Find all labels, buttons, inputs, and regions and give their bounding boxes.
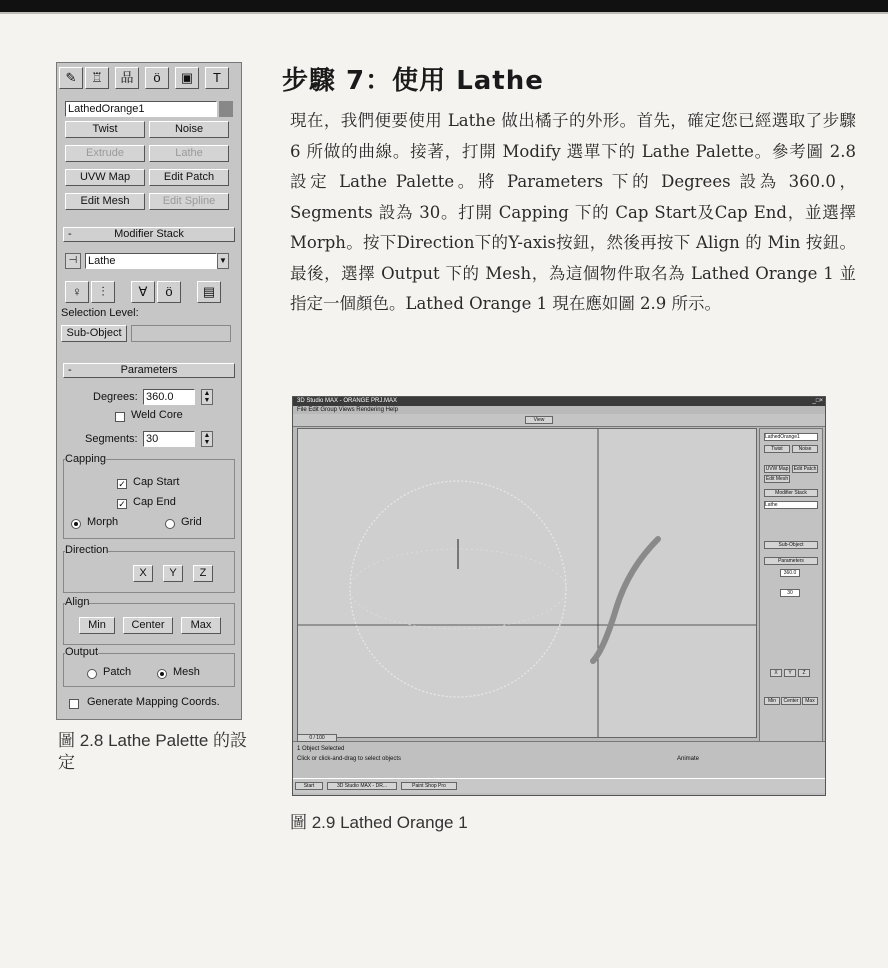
grid-radio[interactable] (165, 519, 175, 529)
window-controls-icon[interactable]: _□× (812, 398, 823, 404)
instruction-paragraph: 現在，我們便要使用 Lathe 做出橘子的外形。首先，確定您已經選取了步驟 6 所做的曲線。接著，打開 Modify 選單下的 Lathe Palette。參考圖 2.8 設定 Lathe Palette。將 Parameters 下的 Degrees 設為 360.0，Segments 設為 30。打開 Capping 下的 Cap Start及Cap End，並選擇 Morph。按下Direction下的Y-axis按鈕，然後再按下 Align 的 Min 按鈕。最後，選擇 Output 下的 Mesh，為這個物件取名為 Lathed Orange 1 並指定一個顏色。Lathed Orange 1 現在應如圖 2.9 所示。 (290, 111, 856, 313)
align-min-button[interactable]: Min (79, 617, 115, 634)
pin-stack-icon[interactable]: ⊣ (65, 253, 81, 269)
extrude-button[interactable]: Extrude (65, 145, 145, 162)
mini-parameters[interactable]: Parameters (764, 557, 818, 565)
page-top-bar (0, 0, 888, 12)
uvw-map-button[interactable]: UVW Map (65, 169, 145, 186)
degrees-field[interactable]: 360.0 (143, 389, 195, 405)
direction-x-button[interactable]: X (133, 565, 153, 582)
mesh-radio[interactable] (157, 669, 167, 679)
modifier-stack-header[interactable]: - Modifier Stack (63, 227, 235, 242)
status-selected: 1 Object Selected (297, 746, 345, 752)
mini-sub-object[interactable]: Sub-Object (764, 541, 818, 549)
taskbar-3dsmax-button[interactable]: 3D Studio MAX - DR... (327, 782, 397, 790)
segments-label: Segments: (85, 433, 138, 445)
degrees-label: Degrees: (93, 391, 138, 403)
segments-spinner[interactable]: ▲ ▼ (201, 431, 213, 447)
mini-dir-x[interactable]: X (770, 669, 782, 677)
active-inactive-icon[interactable]: ♀ (65, 281, 89, 303)
align-max-button[interactable]: Max (181, 617, 221, 634)
figure-2-8-caption: 圖 2.8 Lathe Palette 的設定 (58, 731, 247, 772)
page-top-rule (0, 12, 888, 14)
motion-tab-icon[interactable]: ö (145, 67, 169, 89)
mini-uvw-map-button[interactable]: UVW Map (765, 466, 789, 472)
figure-2-9-screenshot (292, 396, 826, 796)
hierarchy-tab-icon[interactable]: 品 (115, 67, 139, 89)
direction-label: Direction (65, 544, 109, 556)
mini-align-max[interactable]: Max (802, 697, 818, 705)
align-center-button[interactable]: Center (123, 617, 173, 634)
segments-field[interactable]: 30 (143, 431, 195, 447)
edit-spline-button[interactable]: Edit Spline (149, 193, 229, 210)
status-hint: Click or click-and-drag to select objects (297, 756, 402, 762)
mini-dir-y[interactable]: Y (784, 669, 796, 677)
show-end-result-icon[interactable]: ⫶ (91, 281, 115, 303)
mini-degrees[interactable]: 360.0 (780, 569, 800, 577)
capping-label: Capping (65, 453, 106, 465)
twist-button[interactable]: Twist (65, 121, 145, 138)
command-panel-mini (759, 428, 823, 742)
lathe-palette-panel (56, 62, 242, 720)
patch-label: Patch (103, 666, 132, 678)
create-tab-icon[interactable]: ✎ (59, 67, 83, 89)
modify-tab-icon[interactable]: ♖ (85, 67, 109, 89)
mini-noise-button[interactable]: Noise (792, 445, 818, 453)
object-name-field[interactable]: LathedOrange1 (65, 101, 217, 117)
morph-label: Morph (87, 516, 119, 528)
mini-align-center[interactable]: Center (781, 697, 801, 705)
edit-patch-button[interactable]: Edit Patch (149, 169, 229, 186)
mini-segments[interactable]: 30 (780, 589, 800, 597)
modifier-dropdown[interactable]: Lathe (85, 253, 217, 269)
weld-core-checkbox[interactable] (115, 412, 125, 422)
cap-end-checkbox[interactable]: ✓ (118, 499, 126, 509)
direction-z-button[interactable]: Z (193, 565, 213, 582)
mini-twist-button[interactable]: Twist (764, 445, 790, 453)
taskbar-start-button[interactable]: Start (295, 782, 323, 790)
view-dropdown[interactable]: View (525, 416, 553, 424)
lathe-button[interactable]: Lathe (149, 145, 229, 162)
degrees-spinner[interactable]: ▲ ▼ (201, 389, 213, 405)
mini-modifier-stack[interactable]: Modifier Stack (764, 489, 818, 497)
direction-y-button[interactable]: Y (163, 565, 183, 582)
sub-object-button[interactable]: Sub-Object (61, 325, 127, 342)
chevron-down-icon[interactable]: ▼ (217, 253, 229, 269)
taskbar-paintshop-button[interactable]: Paint Shop Pro (401, 782, 457, 790)
cap-start-label: Cap Start (133, 476, 180, 488)
animate-label: Animate (677, 756, 700, 762)
object-color-swatch[interactable] (219, 101, 233, 117)
edit-stack-icon[interactable]: ▤ (197, 281, 221, 303)
grid-label: Grid (181, 516, 202, 528)
mini-object-name[interactable]: LathedOrange1 (764, 433, 818, 441)
remove-modifier-icon[interactable]: ö (157, 281, 181, 303)
cap-start-checkbox[interactable]: ✓ (118, 479, 126, 489)
mesh-label: Mesh (173, 666, 200, 678)
output-label: Output (65, 646, 99, 658)
patch-radio[interactable] (87, 669, 97, 679)
main-toolbar[interactable] (293, 414, 825, 427)
menu-bar[interactable]: File Edit Group Views Rendering Help (297, 407, 398, 413)
make-unique-icon[interactable]: ∀ (131, 281, 155, 303)
generate-mapping-checkbox[interactable] (69, 699, 79, 709)
mini-edit-mesh-button[interactable]: Edit Mesh (765, 476, 789, 482)
mini-modifier-dropdown[interactable]: Lathe (764, 501, 818, 509)
frame-counter[interactable]: 0 / 100 (297, 734, 337, 742)
perspective-viewport[interactable] (297, 428, 757, 738)
parameters-header[interactable]: - Parameters (63, 363, 235, 378)
selection-level-label: Selection Level: (61, 307, 139, 319)
viewport-drawing (298, 429, 756, 737)
status-area (293, 735, 825, 796)
figure-2-9-caption: 圖 2.9 Lathed Orange 1 (290, 813, 468, 832)
cap-end-label: Cap End (133, 496, 176, 508)
sub-object-dropdown[interactable] (131, 325, 231, 342)
utilities-tab-icon[interactable]: T (205, 67, 229, 89)
morph-radio[interactable] (71, 519, 81, 529)
window-title: 3D Studio MAX - ORANGE PRJ.MAX (293, 397, 825, 406)
display-tab-icon[interactable]: ▣ (175, 67, 199, 89)
mini-dir-z[interactable]: Z (798, 669, 810, 677)
noise-button[interactable]: Noise (149, 121, 229, 138)
taskbar (293, 778, 825, 793)
mini-align-min[interactable]: Min (764, 697, 780, 705)
mini-edit-patch-button[interactable]: Edit Patch (793, 466, 817, 472)
generate-mapping-label: Generate Mapping Coords. (87, 696, 220, 708)
align-label: Align (65, 596, 90, 608)
weld-core-label: Weld Core (131, 409, 183, 421)
page-title: 步驟 7：使用 Lathe (282, 66, 544, 96)
edit-mesh-button[interactable]: Edit Mesh (65, 193, 145, 210)
